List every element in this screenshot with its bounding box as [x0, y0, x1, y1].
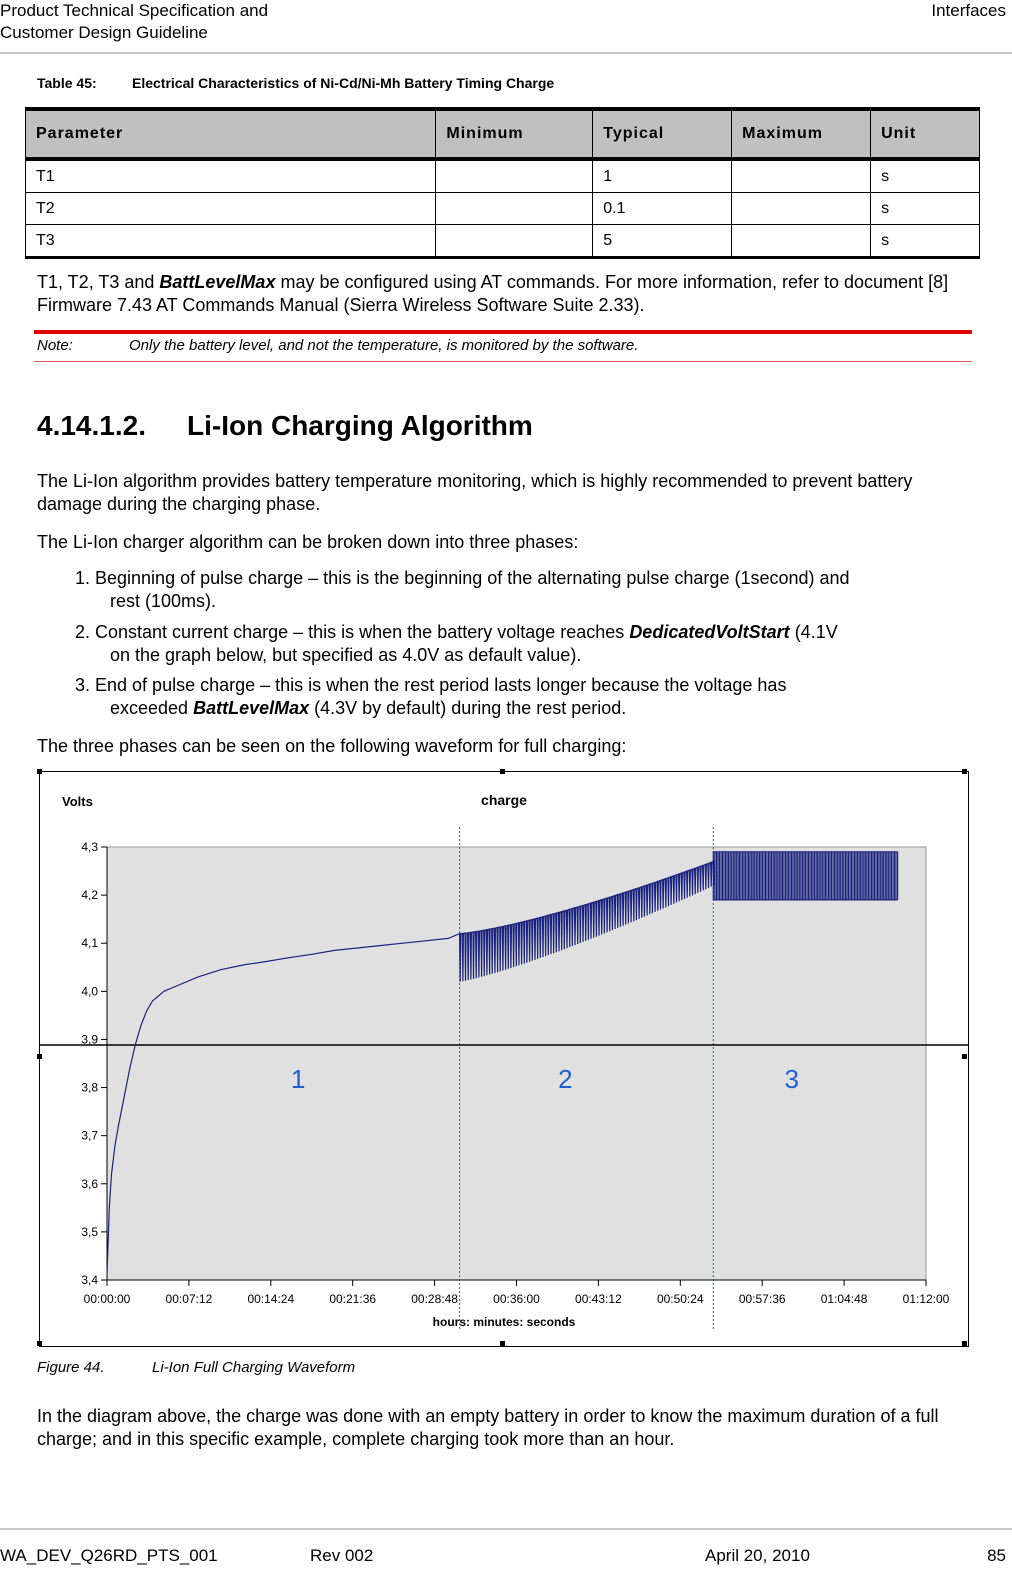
table-cell: s [871, 225, 980, 258]
list-item-pre: exceeded [110, 698, 194, 718]
table-cell: s [871, 193, 980, 225]
list-item-line1: 1. Beginning of pulse charge – this is the beginning of the alternating pulse charge (1second) and [75, 568, 850, 588]
list-item [75, 674, 965, 720]
table-caption-number: Table 45: [37, 75, 97, 91]
y-tick-label: 4,1 [81, 936, 98, 951]
x-tick-label: 00:21:36 [329, 1292, 377, 1306]
list-item-bold: DedicatedVoltStart [629, 622, 790, 642]
selection-handle [500, 769, 505, 774]
selection-handle [962, 1341, 967, 1346]
y-tick-label: 4,0 [81, 984, 98, 999]
table-row [26, 193, 980, 225]
section-heading-number: 4.14.1.2. [37, 410, 146, 441]
x-tick-label: 00:00:00 [83, 1292, 131, 1306]
x-tick-label: 00:43:12 [575, 1292, 622, 1306]
x-tick-label: 00:57:36 [738, 1292, 786, 1306]
section-heading [37, 410, 533, 442]
list-item-line2: rest (100ms). [110, 591, 217, 611]
list-item [75, 621, 965, 667]
table-caption [37, 75, 554, 91]
selection-handle [37, 769, 42, 774]
x-tick-label: 01:12:00 [902, 1292, 950, 1306]
header-title [0, 0, 268, 44]
table-header-cell: Typical [593, 109, 732, 159]
y-tick-label: 3,9 [81, 1032, 98, 1047]
note-label: Note: [37, 337, 73, 354]
table-header-cell: Unit [871, 109, 980, 159]
table-cell: 0.1 [593, 193, 732, 225]
y-tick-label: 3,7 [81, 1128, 98, 1143]
footer-revision: Rev 002 [310, 1546, 374, 1565]
table-cell [732, 159, 871, 193]
table-header-cell: Minimum [436, 109, 593, 159]
phase-label: 2 [558, 1064, 573, 1094]
intro-paragraph: The Li-Ion algorithm provides battery temperature monitoring, which is highly recommended to prevent battery damage during the charging phase. [37, 471, 913, 514]
table-cell: T1 [26, 159, 436, 193]
selection-handle [962, 769, 967, 774]
closing-paragraph: In the diagram above, the charge was done with an empty battery in order to know the maximum duration of a full charge; and in this specific example, complete charging took more than an hour. [37, 1406, 939, 1449]
config-paragraph-post: may be configured using AT commands. For more information, refer to document [8] Firmware 7.43 AT Commands Manual (Sierra Wireless Software Suite 2.33). [37, 272, 949, 315]
x-tick-label: 00:36:00 [493, 1292, 540, 1306]
list-item-post: (4.3V by default) during the rest period. [309, 698, 627, 718]
phases-paragraph: The Li-Ion charger algorithm can be broken down into three phases: [37, 532, 579, 552]
note [37, 337, 638, 354]
list-item-pre: 2. Constant current charge – this is when the battery voltage reaches [75, 622, 630, 642]
table-cell: 5 [593, 225, 732, 258]
selection-handle [962, 1054, 967, 1059]
selection-handle [37, 1341, 42, 1346]
waveform-paragraph: The three phases can be seen on the following waveform for full charging: [37, 736, 627, 756]
table-cell [436, 193, 593, 225]
y-tick-label: 4,2 [81, 888, 98, 903]
table-caption-text: Electrical Characteristics of Ni-Cd/Ni-Mh Battery Timing Charge [132, 75, 555, 91]
spec-table [25, 107, 980, 259]
footer-doc-id: WA_DEV_Q26RD_PTS_001 [0, 1546, 218, 1565]
x-tick-label: 00:50:24 [656, 1292, 704, 1306]
chart-title: charge [481, 792, 527, 808]
list-item-line2: on the graph below, but specified as 4.0V as default value). [110, 645, 582, 665]
table-cell: s [871, 159, 980, 193]
list-item-line2 [75, 697, 965, 720]
note-text: Only the battery level, and not the temperature, is monitored by the software. [129, 337, 639, 354]
phase-label: 1 [290, 1064, 306, 1094]
x-tick-label: 00:28:48 [411, 1292, 458, 1306]
table-row [26, 225, 980, 258]
selection-handle [500, 1341, 505, 1346]
data-series-pulses [713, 852, 897, 900]
y-tick-label: 4,3 [81, 840, 98, 854]
table-cell: T3 [26, 225, 436, 258]
selection-handle [37, 1054, 42, 1059]
header-title-line2: Customer Design Guideline [0, 23, 208, 42]
charging-waveform-chart [40, 772, 968, 1346]
section-heading-text: Li-Ion Charging Algorithm [187, 410, 533, 441]
header-title-line1: Product Technical Specification and [0, 1, 269, 20]
table-cell: T2 [26, 193, 436, 225]
charging-waveform-figure [39, 771, 969, 1347]
config-paragraph [37, 271, 977, 317]
table-cell [732, 193, 871, 225]
list-item-bold: BattLevelMax [193, 698, 310, 718]
page-header [0, 0, 1012, 54]
page-footer [0, 1528, 1012, 1585]
y-tick-label: 3,8 [81, 1080, 98, 1095]
note-top-rule [34, 330, 972, 334]
note-bottom-rule [34, 361, 972, 362]
figure-caption-text: Li-Ion Full Charging Waveform [152, 1359, 356, 1376]
header-section: Interfaces [931, 1, 1006, 20]
table-row [26, 159, 980, 193]
figure-caption [37, 1359, 355, 1376]
table-header-cell: Maximum [732, 109, 871, 159]
table-cell [436, 225, 593, 258]
figure-caption-number: Figure 44. [37, 1359, 105, 1376]
table-header-row [26, 109, 980, 159]
y-tick-label: 3,5 [81, 1224, 98, 1239]
table-cell: 1 [593, 159, 732, 193]
y-tick-label: 3,4 [81, 1273, 98, 1287]
table-header-cell: Parameter [26, 109, 436, 159]
y-tick-label: 3,6 [81, 1176, 98, 1191]
x-axis-title: hours: minutes: seconds [432, 1315, 576, 1329]
list-item [75, 567, 965, 613]
y-axis-title: Volts [62, 794, 93, 809]
x-tick-label: 01:04:48 [820, 1292, 868, 1306]
x-tick-label: 00:14:24 [247, 1292, 295, 1306]
list-item-line1: 3. End of pulse charge – this is when the rest period lasts longer because the voltage has [75, 675, 787, 695]
table-cell [732, 225, 871, 258]
config-paragraph-pre: T1, T2, T3 and [37, 272, 160, 292]
footer-page-number: 85 [987, 1546, 1006, 1565]
plot-area [107, 847, 926, 1280]
table-cell [436, 159, 593, 193]
config-paragraph-bold: BattLevelMax [159, 272, 276, 292]
x-tick-label: 00:07:12 [165, 1292, 213, 1306]
footer-date: April 20, 2010 [705, 1546, 810, 1565]
list-item-post: (4.1V [789, 622, 838, 642]
phase-label: 3 [784, 1064, 800, 1094]
